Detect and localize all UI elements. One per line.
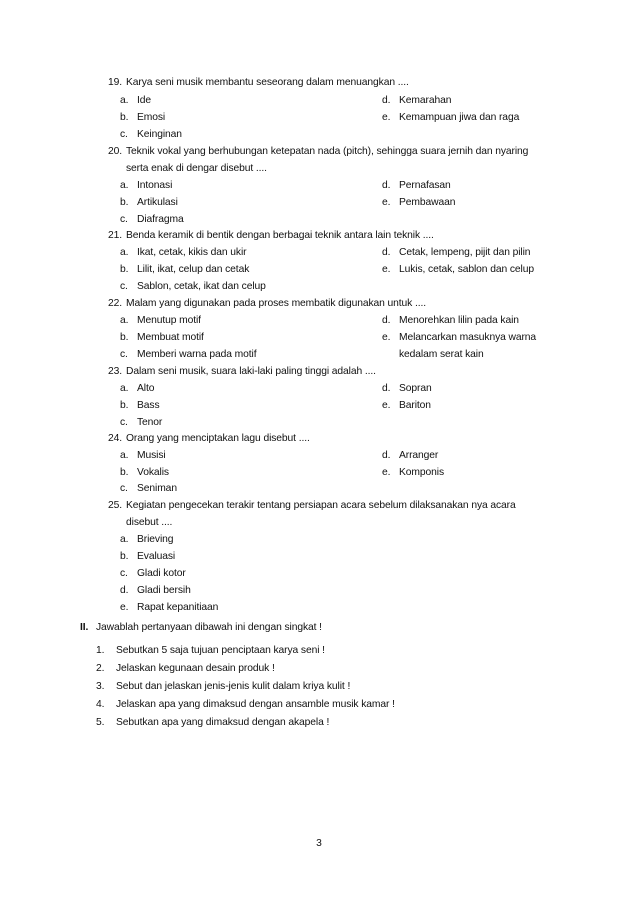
option-c: c. Sablon, cetak, ikat dan celup bbox=[120, 281, 266, 292]
option-a: a. Musisi bbox=[120, 450, 166, 461]
option-a: a. Brieving bbox=[120, 534, 174, 545]
question-21: 21. Benda keramik di bentik dengan berbagai teknik antara lain teknik .... bbox=[108, 230, 434, 241]
question-25: 25. Kegiatan pengecekan terakir tentang persiapan acara sebelum dilaksanakan nya acara bbox=[108, 500, 516, 511]
question-20-continued: serta enak di dengar disebut .... bbox=[126, 163, 267, 174]
essay-item-4: 4. Jelaskan apa yang dimaksud dengan ansamble musik kamar ! bbox=[96, 699, 395, 710]
section-2-heading: II. Jawablah pertanyaan dibawah ini dengan singkat ! bbox=[80, 622, 322, 633]
option-c: c. Seniman bbox=[120, 483, 177, 494]
option-d: d. Arranger bbox=[382, 450, 439, 461]
option-a: a. Ikat, cetak, kikis dan ukir bbox=[120, 247, 247, 258]
option-b: b. Emosi bbox=[120, 112, 166, 123]
option-e-continued: kedalam serat kain bbox=[399, 349, 484, 360]
option-c: c. Diafragma bbox=[120, 214, 184, 225]
option-e: e. Rapat kepanitiaan bbox=[120, 602, 219, 613]
question-25-continued: disebut .... bbox=[126, 517, 173, 528]
option-b: b. Vokalis bbox=[120, 467, 169, 478]
option-e: e. Melancarkan masuknya warna bbox=[382, 332, 537, 343]
question-23: 23. Dalam seni musik, suara laki-laki paling tinggi adalah .... bbox=[108, 366, 376, 377]
essay-item-3: 3. Sebut dan jelaskan jenis-jenis kulit dalam kriya kulit ! bbox=[96, 681, 351, 692]
option-c: c. Keinginan bbox=[120, 129, 182, 140]
option-e: e. Bariton bbox=[382, 400, 431, 411]
option-d: d. Gladi bersih bbox=[120, 585, 191, 596]
option-c: c. Gladi kotor bbox=[120, 568, 186, 579]
question-24: 24. Orang yang menciptakan lagu disebut .... bbox=[108, 433, 310, 444]
option-d: d. Menorehkan lilin pada kain bbox=[382, 315, 519, 326]
option-a: a. Intonasi bbox=[120, 180, 173, 191]
option-d: d. Pernafasan bbox=[382, 180, 451, 191]
option-c: c. Memberi warna pada motif bbox=[120, 349, 257, 360]
option-b: b. Bass bbox=[120, 400, 160, 411]
option-b: b. Evaluasi bbox=[120, 551, 176, 562]
essay-item-2: 2. Jelaskan kegunaan desain produk ! bbox=[96, 663, 275, 674]
question-22: 22. Malam yang digunakan pada proses membatik digunakan untuk .... bbox=[108, 298, 427, 309]
option-b: b. Lilit, ikat, celup dan cetak bbox=[120, 264, 250, 275]
option-b: b. Artikulasi bbox=[120, 197, 178, 208]
option-e: e. Kemampuan jiwa dan raga bbox=[382, 112, 520, 123]
option-d: d. Sopran bbox=[382, 383, 432, 394]
option-e: e. Lukis, cetak, sablon dan celup bbox=[382, 264, 534, 275]
page-number: 3 bbox=[316, 838, 322, 849]
option-b: b. Membuat motif bbox=[120, 332, 204, 343]
essay-item-1: 1. Sebutkan 5 saja tujuan penciptaan karya seni ! bbox=[96, 645, 325, 656]
option-d: d. Kemarahan bbox=[382, 95, 452, 106]
option-c: c. Tenor bbox=[120, 417, 163, 428]
option-e: e. Pembawaan bbox=[382, 197, 456, 208]
option-d: d. Cetak, lempeng, pijit dan pilin bbox=[382, 247, 531, 258]
question-19: 19. Karya seni musik membantu seseorang dalam menuangkan .... bbox=[108, 77, 409, 88]
question-20: 20. Teknik vokal yang berhubungan ketepatan nada (pitch), sehingga suara jernih dan nyaring bbox=[108, 146, 529, 157]
option-e: e. Komponis bbox=[382, 467, 444, 478]
option-a: a. Menutup motif bbox=[120, 315, 201, 326]
essay-item-5: 5. Sebutkan apa yang dimaksud dengan akapela ! bbox=[96, 717, 330, 728]
option-a: a. Ide bbox=[120, 95, 152, 106]
option-a: a. Alto bbox=[120, 383, 155, 394]
